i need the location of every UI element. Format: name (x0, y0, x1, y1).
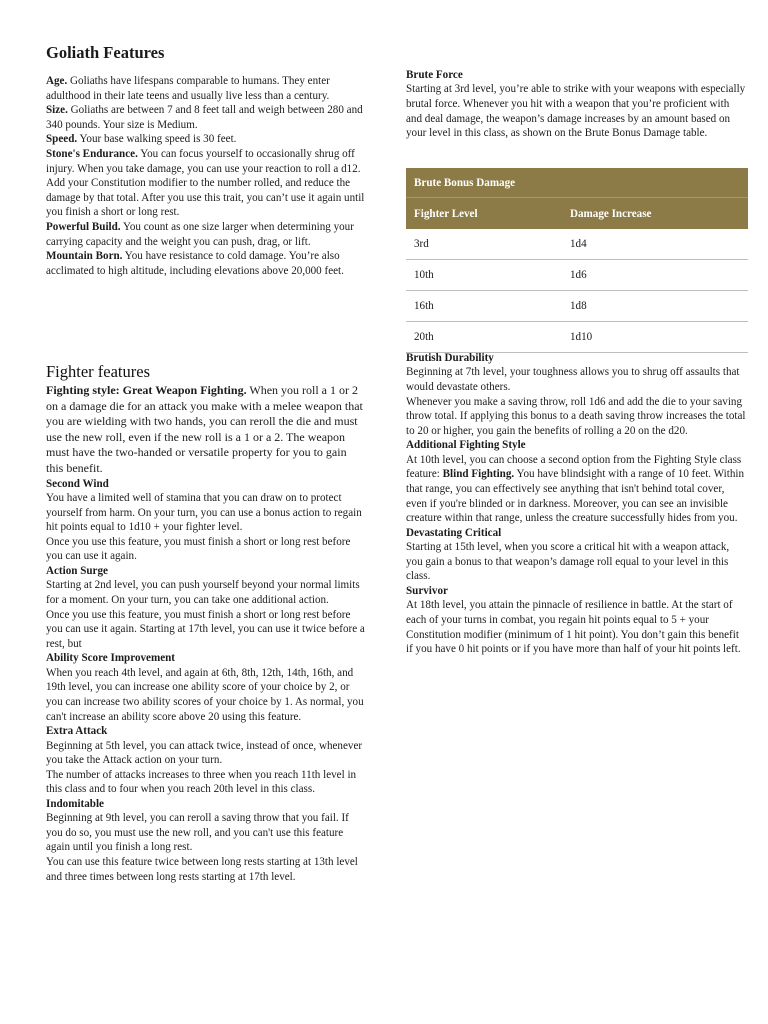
devastating-critical-text: Starting at 15th level, when you score a critical hit with a weapon attack, you gain a bonus to that weapon’s damage roll equal to your level in this class. (406, 541, 730, 583)
stones-endurance-label: Stone's Endurance. (46, 147, 138, 160)
level-cell: 20th (406, 322, 562, 353)
brutish-durability-heading: Brutish Durability (406, 352, 494, 364)
fighter-features-heading: Fighter features (46, 362, 151, 381)
mountain-born-trait (46, 249, 366, 278)
mountain-born-text: You have resistance to cold damage. You’re also acclimated to high altitude, including elevations above 20,000 feet. (46, 250, 344, 277)
fighting-style-label: Fighting style: Great Weapon Fighting. (46, 383, 247, 397)
ability-score-improvement-heading: Ability Score Improvement (46, 652, 176, 665)
brute-bonus-damage-table (406, 168, 748, 353)
speed-trait (46, 132, 366, 147)
powerful-build-text: You count as one size larger when determining your carrying capacity and the weight you can push, drag, or lift. (46, 220, 354, 248)
damage-cell: 1d10 (562, 322, 748, 353)
mountain-born-label: Mountain Born. (46, 250, 123, 263)
size-label: Size. (46, 104, 68, 117)
second-wind-text-2: Once you use this feature, you must finish a short or long rest before you can use it again. (46, 535, 351, 563)
ability-score-improvement-text: When you reach 4th level, and again at 6th, 8th, 12th, 14th, 16th, and 19th level, you can increase one ability score of your choice by 2, or you can increase two ability scores of your choice by 1. As normal, you can't increase an ability score above 20 using this feature. (46, 666, 364, 723)
action-surge-text-2: Once you use this feature, you must finish a short or long rest before you can use it again. Starting at 17th level, you can use it twice before a rest, but (46, 608, 365, 650)
indomitable-heading: Indomitable (46, 797, 104, 810)
stones-endurance-trait (46, 147, 366, 220)
extra-attack-text-1: Beginning at 5th level, you can attack twice, instead of once, whenever you take the Attack action on your turn. (46, 739, 363, 767)
speed-label: Speed. (46, 133, 78, 146)
level-cell: 10th (406, 260, 562, 291)
column-header-fighter-level: Fighter Level (406, 198, 562, 230)
column-header-damage-increase: Damage Increase (562, 198, 748, 230)
damage-cell: 1d8 (562, 291, 748, 322)
second-wind-heading: Second Wind (46, 477, 109, 490)
action-surge-text-1: Starting at 2nd level, you can push yourself beyond your normal limits for a moment. On your turn, you can take one additional action. (46, 579, 360, 606)
table-row (406, 229, 748, 260)
indomitable-text-1: Beginning at 9th level, you can reroll a saving throw that you fail. If you do so, you must use the new roll, and you can't use this feature again until you finish a long rest. (46, 812, 349, 854)
survivor-heading: Survivor (406, 584, 448, 597)
goliath-features-heading: Goliath Features (46, 43, 165, 62)
brutish-durability-text-1: Beginning at 7th level, your toughness allows you to shrug off assaults that would devastate others. (406, 366, 740, 393)
stones-endurance-text: You can focus yourself to occasionally shrug off injury. When you take damage, you can use your reaction to roll a d12. Add your Constitution modifier to the number rolled, and reduce the damage by that total. After you use this trait, you can’t use it again until you finish a short or long rest. (46, 147, 365, 219)
goliath-traits (46, 74, 366, 278)
second-wind-text-1: You have a limited well of stamina that you can draw on to protect yourself from harm. On your turn, you can use a bonus action to regain hit points equal to 1d10 + your fighter level. (46, 491, 362, 534)
fighter-features (46, 383, 366, 884)
size-trait (46, 103, 366, 132)
age-trait (46, 74, 366, 103)
devastating-critical-heading: Devastating Critical (406, 526, 502, 539)
speed-text: Your base walking speed is 30 feet. (77, 133, 237, 146)
powerful-build-label: Powerful Build. (46, 220, 121, 233)
extra-attack-heading: Extra Attack (46, 725, 108, 738)
level-cell: 3rd (406, 229, 562, 260)
age-label: Age. (46, 75, 68, 87)
action-surge-heading: Action Surge (46, 564, 108, 577)
brute-force-section (406, 68, 748, 141)
damage-cell: 1d4 (562, 229, 748, 260)
fighting-style-text: When you roll a 1 or 2 on a damage die for an attack you make with a melee weapon that you are wielding with two hands, you can reroll the die and must use the new roll, even if the new roll is a 1 or a 2. The weapon must have the two-handed or versatile property for you to gain this benefit. (46, 383, 363, 475)
fighting-style-paragraph (46, 383, 366, 477)
indomitable-text-2: You can use this feature twice between long rests starting at 13th level and three times between long rests starting at 17th level. (46, 856, 358, 883)
powerful-build-trait (46, 220, 366, 249)
afs-intro: At 10th level, you can choose a second option from the Fighting Style class feature: (406, 453, 742, 481)
size-text: Goliaths are between 7 and 8 feet tall and weigh between 280 and 340 pounds. Your size is Medium. (46, 104, 363, 131)
brute-force-text: Starting at 3rd level, you’re able to strike with your weapons with especially brutal force. Whenever you hit with a weapon that you’re proficient with and deal damage, the weapon’s damage increases by an amount based on your level in this class, as shown on the Brute Bonus Damage table. (406, 83, 746, 140)
afs-body: You have blindsight with a range of 10 feet. Within that range, you can effectively see anything that isn't behind total cover, even if you're blinded or in darkness. Moreover, you can see an invisible creature within that range, unless the creature successfully hides from you. (406, 468, 745, 525)
table-caption: Brute Bonus Damage (406, 168, 748, 198)
additional-fighting-style-text (406, 453, 748, 526)
blind-fighting-label: Blind Fighting. (442, 468, 515, 481)
level-cell: 16th (406, 291, 562, 322)
table-row (406, 260, 748, 291)
survivor-text: At 18th level, you attain the pinnacle of resilience in battle. At the start of each of your turns in combat, you regain hit points equal to 5 + your Constitution modifier (minimum of 1 hit point). You don’t gain this benefit if you have 0 hit points or if you have more than half of your hit points left. (406, 599, 741, 656)
table-row (406, 322, 748, 353)
table-row (406, 291, 748, 322)
damage-cell: 1d6 (562, 260, 748, 291)
brutish-durability-text-2: Whenever you make a saving throw, roll 1d6 and add the die to your saving throw total. If applying this bonus to a death saving throw increases the total to 20 or higher, you gain the benefits of rolling a 20 on the d20. (406, 395, 746, 437)
extra-attack-text-2: The number of attacks increases to three when you reach 11th level in this class and to four when you reach 20th level in this class. (46, 768, 357, 796)
additional-fighting-style-heading: Additional Fighting Style (406, 439, 526, 452)
right-column-features (406, 351, 748, 657)
brute-force-heading: Brute Force (406, 69, 463, 81)
age-text: Goliaths have lifespans comparable to humans. They enter adulthood in their late teens and usually live less than a century. (46, 75, 330, 102)
